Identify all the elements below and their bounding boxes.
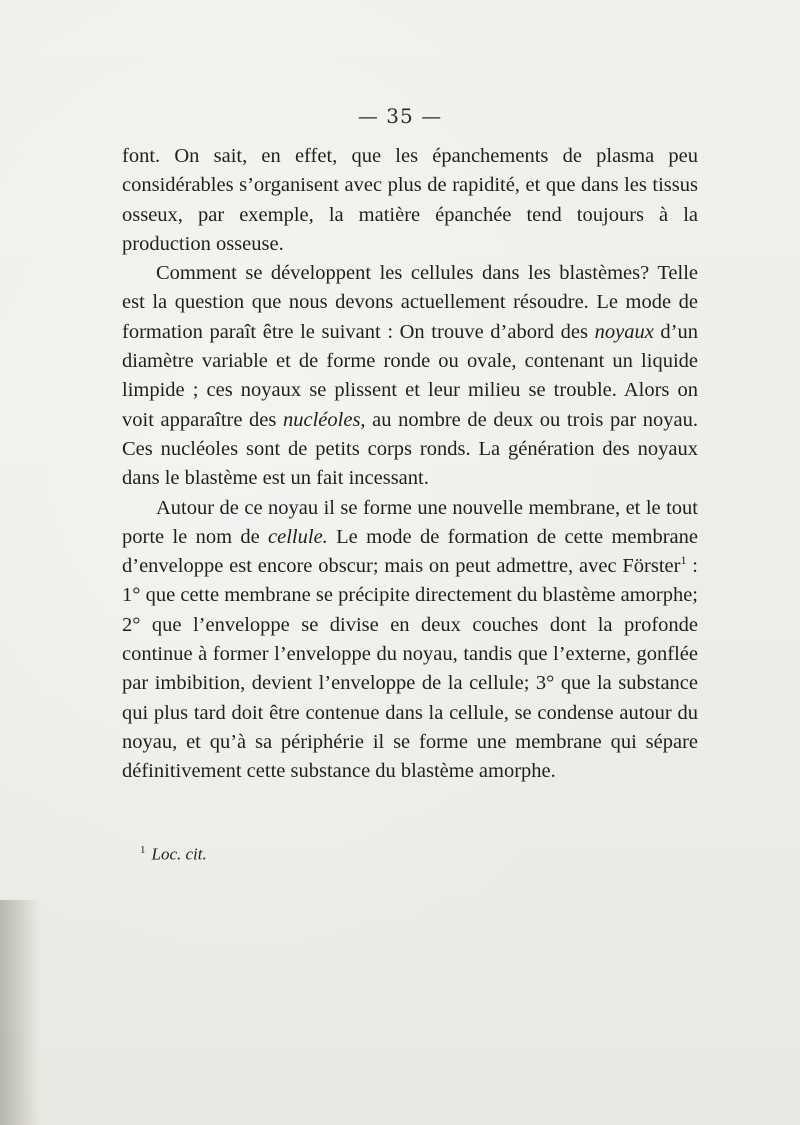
paragraph-3-text-a: Autour de ce noyau il se forme une nouvelle membrane, et le tout porte le nom de [122, 496, 698, 548]
footnote-reference: 1 [680, 553, 687, 568]
body-text [122, 142, 698, 787]
paragraph-1-text: font. On sait, en effet, que les épanchements de plasma peu considérables s’organisent avec plus de rapidité, et que dans les tissus osseux, par exemple, la matière épanchée tend toujours à la production osseuse. [122, 145, 698, 255]
term-cellule: cellule. [268, 525, 328, 548]
term-nucleoles: nucléoles, [283, 408, 366, 431]
footnote [140, 844, 207, 865]
term-noyaux: noyaux [594, 320, 654, 343]
paragraph-2-text-c: au nombre de deux ou trois par noyau. Ces nucléoles sont de petits corps ronds. La génération des noyaux dans le blastème est un fait incessant. [122, 408, 698, 490]
paragraph-2 [122, 259, 698, 493]
paragraph-3-text-b: Le mode de formation de cette membrane d’enveloppe est encore obscur; mais on peut admettre, avec Förster [122, 525, 698, 578]
page-number: — 35 — [357, 104, 443, 128]
paragraph-2-text-b: d’un diamètre variable et de forme ronde ou ovale, contenant un liquide limpide ; ces noyaux se plissent et leur milieu se trouble. Alors on voit apparaître des [122, 320, 699, 431]
paragraph-3 [122, 494, 698, 787]
footnote-text: Loc. cit. [151, 844, 207, 864]
footnote-number: 1 [140, 844, 146, 856]
paragraph-3-text-c: : 1° que cette membrane se précipite directement du blastème amorphe; 2° que l’enveloppe se divise en deux couches dont la profonde continue à former l’enveloppe du noyau, tandis que l’externe, gonflée par imbibition, devient l’enveloppe de la cellule; 3° que la substance qui plus tard doit être contenue dans la cellule, se condense autour du noyau, et qu’à sa périphérie il se forme une membrane qui sépare définitivement cette substance du blastème amorphe. [122, 555, 698, 783]
paragraph-1 [122, 142, 698, 259]
paragraph-2-text-a: Comment se développent les cellules dans les blastèmes? Telle est la question que nous devons actuellement résoudre. Le mode de formation paraît être le suivant : On trouve d’abord des [122, 262, 698, 343]
page-edge-shadow [0, 900, 40, 1125]
